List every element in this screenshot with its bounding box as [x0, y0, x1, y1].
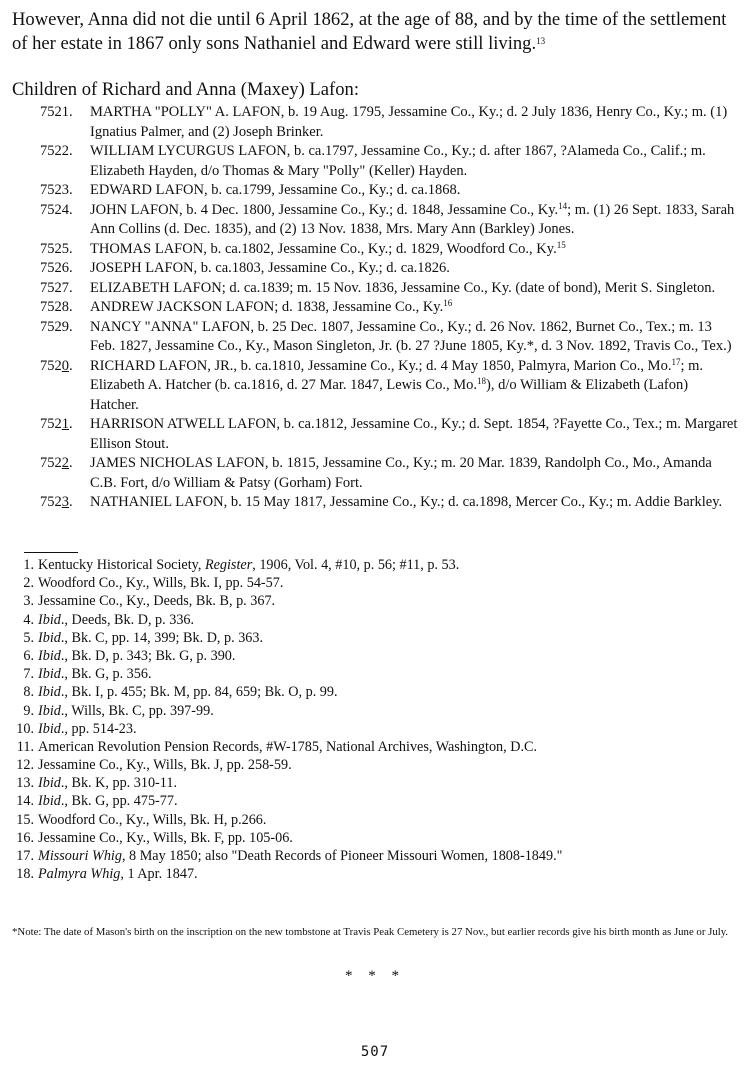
text-run: ), d/o William & Elizabeth (Lafon) Hatcher.: [90, 377, 689, 413]
child-text: [90, 201, 740, 240]
child-entry: [0, 181, 750, 201]
text-run: ., Bk. G, p. 356.: [60, 666, 152, 683]
text-run: JOSEPH LAFON, b. ca.1803, Jessamine Co., Ky.; d. ca.1826.: [90, 260, 450, 276]
footnote: [0, 592, 750, 610]
footnote-text: [38, 611, 194, 629]
page-number: 507: [360, 1044, 390, 1060]
text-run: , 1906, Vol. 4, #10, p. 56; #11, p. 53.: [252, 557, 460, 573]
footnote-number: 15.: [16, 811, 34, 828]
footnote-number: 5.: [23, 629, 34, 646]
footnote: [0, 647, 750, 665]
child-text: [90, 493, 740, 513]
child-entry: [0, 142, 750, 181]
text-run: HARRISON ATWELL LAFON, b. ca.1812, Jessamine Co., Ky.; d. Sept. 1854, ?Fayette Co., Tex.; m. Margaret Ellison Stout.: [90, 416, 738, 452]
child-number: 7520.: [40, 357, 73, 374]
footnote: [0, 811, 750, 829]
child-text: [90, 318, 740, 357]
footnote: [0, 611, 750, 629]
section-break: * * *: [345, 968, 405, 984]
text-run: Jessamine Co., Ky., Wills, Bk. F, pp. 105-06.: [38, 829, 293, 846]
footnote-number: 13.: [16, 775, 34, 792]
intro-paragraph: [12, 8, 742, 56]
italic-title: Ibid: [38, 775, 61, 792]
footnote-number: 11.: [16, 738, 34, 755]
child-text: [90, 415, 740, 454]
text-run: Jessamine Co., Ky., Deeds, Bk. B, p. 367.: [38, 593, 276, 610]
text-run: RICHARD LAFON, JR., b. ca.1810, Jessamine Co., Ky.; d. 4 May 1850, Palmyra, Marion Co., Mo.: [90, 357, 672, 374]
footnotes-list: [0, 556, 750, 883]
footnote: [0, 665, 750, 683]
text-run: ; m. (1) 26 Sept. 1833, Sarah Ann Collins (d. Dec. 1835), and (2) 13 Nov. 1838, Mrs. Mary Ann (Barkley) Jones.: [90, 201, 735, 237]
italic-title: Missouri Whig: [38, 848, 122, 864]
italic-title: Ibid: [38, 629, 61, 646]
children-list: [0, 103, 750, 513]
child-number: 7527.: [40, 279, 73, 296]
child-text: [90, 103, 740, 142]
text-run: ., Wills, Bk. C, pp. 397-99.: [60, 702, 214, 719]
text-run: Jessamine Co., Ky., Wills, Bk. J, pp. 258-59.: [38, 757, 292, 774]
footnote-number: 17.: [16, 848, 34, 864]
italic-title: Ibid: [38, 702, 61, 719]
child-text: [90, 298, 740, 318]
text-run: American Revolution Pension Records, #W-1785, National Archives, Washington, D.C.: [38, 738, 538, 755]
footnote-number: 1.: [23, 557, 34, 573]
intro-text: However, Anna did not die until 6 April 1862, at the age of 88, and by the time of the settlement of her estate in 1867 only sons Nathaniel and Edward were still living.: [12, 9, 727, 54]
child-number: 7528.: [40, 299, 73, 315]
footnote-ref: 15: [556, 239, 566, 250]
italic-title: Ibid: [38, 647, 61, 664]
footnote-number: 18.: [16, 866, 34, 883]
footnote-text: [38, 665, 152, 683]
footnote-number: 7.: [23, 666, 34, 683]
footnote: [0, 829, 750, 847]
text-run: ., Bk. G, pp. 475-77.: [60, 793, 178, 810]
child-number: 7523.: [40, 182, 73, 198]
child-text: [90, 181, 740, 201]
footnote-number: 10.: [16, 720, 34, 737]
footnote-number: 8.: [23, 684, 34, 701]
child-number: 7526.: [40, 260, 73, 276]
text-run: Woodford Co., Ky., Wills, Bk. I, pp. 54-57.: [38, 575, 284, 592]
footnote: [0, 847, 750, 865]
footnote-text: [38, 647, 235, 665]
text-run: WILLIAM LYCURGUS LAFON, b. ca.1797, Jessamine Co., Ky.; d. after 1867, ?Alameda Co., Calif.; m. Elizabeth Hayden, d/o Thomas & Mary "Polly" (Keller) Hayden.: [90, 143, 706, 179]
footnote: [0, 738, 750, 756]
italic-title: Ibid: [38, 611, 61, 628]
child-entry: [0, 279, 750, 299]
text-run: ; m. Elizabeth A. Hatcher (b. ca.1816, d. 27 Mar. 1847, Lewis Co., Mo.: [90, 357, 704, 393]
text-run: THOMAS LAFON, b. ca.1802, Jessamine Co., Ky.; d. 1829, Woodford Co., Ky.: [90, 240, 557, 257]
footnote-text: [38, 592, 275, 610]
child-number: 7523.: [40, 494, 73, 510]
child-number: 7521.: [40, 416, 73, 432]
child-text: [90, 454, 740, 493]
text-run: ., Deeds, Bk. D, p. 336.: [60, 611, 195, 628]
footnote: [0, 683, 750, 701]
italic-title: Palmyra Whig: [38, 866, 121, 883]
text-run: NANCY "ANNA" LAFON, b. 25 Dec. 1807, Jessamine Co., Ky.; d. 26 Nov. 1862, Burnet Co., Tex.; m. 13 Feb. 1827, Jessamine Co., Ky., Mason Singleton, Jr. (b. 27 ?June 1805, Ky.*, d. 3 Nov. 1892, Travis Co., Tex.): [90, 318, 732, 354]
footnote-text: [38, 683, 338, 701]
footnote-divider: [24, 552, 78, 553]
child-text: [90, 279, 740, 299]
text-run: ., Bk. D, p. 343; Bk. G, p. 390.: [60, 647, 236, 664]
child-text: [90, 240, 740, 260]
footnote-number: 16.: [16, 829, 34, 846]
footnote-number: 2.: [23, 575, 34, 592]
star-footnote: *Note: The date of Mason's birth on the inscription on the new tombstone at Travis Peak Cemetery is 27 Nov., but earlier records give his birth month as June or July.: [12, 926, 729, 938]
child-entry: [0, 415, 750, 454]
children-heading: Children of Richard and Anna (Maxey) Lafon:: [12, 79, 359, 100]
footnote-number: 6.: [23, 647, 34, 664]
footnote-number: 12.: [16, 757, 34, 774]
footnote-number: 4.: [23, 611, 34, 628]
child-entry: [0, 318, 750, 357]
child-entry: [0, 454, 750, 493]
child-number: 7525.: [40, 240, 73, 257]
footnote-number: 9.: [23, 702, 34, 719]
footnote-text: [38, 629, 263, 647]
footnote: [0, 756, 750, 774]
footnote-ref: 16: [443, 298, 453, 308]
text-run: ., Bk. K, pp. 310-11.: [60, 775, 177, 792]
footnote-number: 3.: [23, 593, 34, 610]
text-run: ANDREW JACKSON LAFON; d. 1838, Jessamine Co., Ky.: [90, 299, 444, 315]
text-run: Woodford Co., Ky., Wills, Bk. H, p.266.: [38, 811, 267, 828]
child-entry: [0, 298, 750, 318]
footnote-text: [38, 756, 292, 774]
child-number: 7522.: [40, 455, 73, 471]
text-run: Kentucky Historical Society,: [38, 557, 205, 573]
text-run: ., pp. 514-23.: [60, 720, 137, 737]
footnote-text: [38, 702, 214, 720]
child-entry: [0, 259, 750, 279]
footnote: [0, 574, 750, 592]
footnote-number: 14.: [16, 793, 34, 810]
child-entry: [0, 201, 750, 240]
footnote: [0, 792, 750, 810]
child-entry: [0, 493, 750, 513]
footnote-ref: 18: [477, 376, 486, 386]
child-number: 7522.: [40, 143, 73, 159]
footnote-ref: 14: [558, 200, 568, 211]
text-run: MARTHA "POLLY" A. LAFON, b. 19 Aug. 1795, Jessamine Co., Ky.; d. 2 July 1836, Henry Co., Ky.; m. (1) Ignatius Palmer, and (2) Joseph Brinker.: [90, 104, 728, 140]
text-run: ., Bk. I, p. 455; Bk. M, pp. 84, 659; Bk. O, p. 99.: [60, 684, 338, 701]
footnote: [0, 720, 750, 738]
footnote-text: [38, 556, 459, 574]
footnote: [0, 774, 750, 792]
child-entry: [0, 357, 750, 416]
text-run: JOHN LAFON, b. 4 Dec. 1800, Jessamine Co., Ky.; d. 1848, Jessamine Co., Ky.: [90, 201, 559, 218]
footnote-text: [38, 829, 293, 847]
child-text: [90, 357, 740, 416]
text-run: , 8 May 1850; also "Death Records of Pioneer Missouri Women, 1808-1849.": [121, 848, 563, 864]
footnote-text: [38, 811, 266, 829]
footnote: [0, 702, 750, 720]
italic-title: Register: [204, 557, 253, 573]
child-number: 7521.: [40, 104, 73, 120]
footnote-text: [38, 792, 178, 810]
child-number: 7529.: [40, 318, 73, 335]
footnote-text: [38, 847, 562, 865]
footnote-text: [38, 738, 537, 756]
footnote: [0, 629, 750, 647]
text-run: ., Bk. C, pp. 14, 399; Bk. D, p. 363.: [60, 629, 264, 646]
italic-title: Ibid: [38, 793, 61, 810]
italic-title: Ibid: [38, 666, 61, 683]
text-run: NATHANIEL LAFON, b. 15 May 1817, Jessamine Co., Ky.; d. ca.1898, Mercer Co., Ky.; m. Addie Barkley.: [90, 494, 723, 510]
footnote-text: [38, 865, 198, 883]
footnote: [0, 556, 750, 574]
text-run: ELIZABETH LAFON; d. ca.1839; m. 15 Nov. 1836, Jessamine Co., Ky. (date of bond), Merit S. Singleton.: [90, 279, 716, 296]
footnote: [0, 865, 750, 883]
text-run: EDWARD LAFON, b. ca.1799, Jessamine Co., Ky.; d. ca.1868.: [90, 182, 461, 198]
child-number: 7524.: [40, 201, 73, 218]
child-text: [90, 259, 740, 279]
child-entry: [0, 103, 750, 142]
footnote-text: [38, 574, 283, 592]
intro-footnote-ref: 13: [536, 36, 546, 46]
footnote-text: [38, 774, 177, 792]
footnote-text: [38, 720, 137, 738]
italic-title: Ibid: [38, 684, 61, 701]
footnote-ref: 17: [671, 356, 681, 367]
text-run: JAMES NICHOLAS LAFON, b. 1815, Jessamine Co., Ky.; m. 20 Mar. 1839, Randolph Co., Mo., Amanda C.B. Fort, d/o William & Patsy (Gorham) Fort.: [90, 455, 712, 491]
text-run: , 1 Apr. 1847.: [120, 866, 198, 883]
child-entry: [0, 240, 750, 260]
child-text: [90, 142, 740, 181]
italic-title: Ibid: [38, 720, 61, 737]
